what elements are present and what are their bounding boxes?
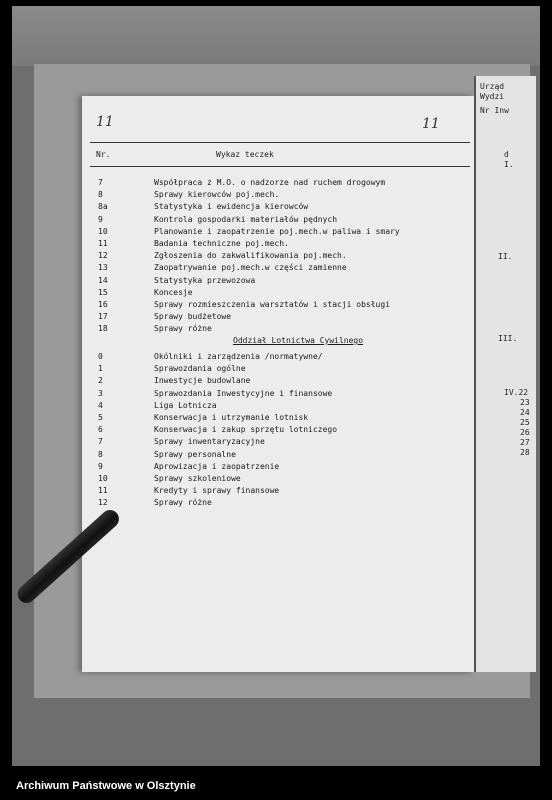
section-title: Oddział Lotnictwa Cywilnego bbox=[233, 336, 364, 345]
list-item bbox=[82, 364, 474, 376]
handwritten-number-left: 11 bbox=[96, 114, 114, 130]
item-title: Sprawy rozmieszczenia warsztatów i stacji obsługi bbox=[154, 300, 391, 309]
list-item bbox=[82, 300, 474, 312]
document-page bbox=[82, 96, 474, 672]
list-item bbox=[82, 401, 474, 413]
list-item bbox=[82, 498, 474, 510]
right-page-text: Urząd bbox=[480, 82, 505, 91]
right-page-text: 23 bbox=[520, 398, 530, 407]
item-number: 1 bbox=[98, 364, 103, 374]
list-item bbox=[82, 190, 474, 202]
item-number: 2 bbox=[98, 376, 103, 386]
background-strip bbox=[12, 6, 540, 66]
item-number: 15 bbox=[98, 287, 108, 297]
item-number: 4 bbox=[98, 400, 103, 410]
item-title: Zaopatrywanie poj.mech.w części zamienne bbox=[154, 263, 347, 273]
item-title: Planowanie i zaopatrzenie poj.mech.w paliwa i smary bbox=[154, 226, 400, 236]
right-page-text: III. bbox=[498, 334, 518, 343]
list-item bbox=[82, 178, 474, 190]
item-title: Konserwacja i zakup sprzętu lotniczego bbox=[154, 425, 338, 435]
item-number: 0 bbox=[98, 352, 103, 361]
right-page-text: 26 bbox=[520, 428, 530, 437]
list-item bbox=[82, 312, 474, 324]
list-item bbox=[82, 352, 474, 364]
list-item bbox=[82, 486, 474, 498]
archive-caption: Archiwum Państwowe w Olsztynie bbox=[16, 780, 196, 792]
item-title: Statystyka przewozowa bbox=[154, 275, 256, 285]
item-title: Sprawozdania Inwestycyjne i finansowe bbox=[154, 388, 333, 398]
item-title: Kontrola gospodarki materiałów pędnych bbox=[154, 214, 338, 224]
item-number: 14 bbox=[98, 275, 108, 285]
item-number: 13 bbox=[98, 263, 108, 273]
list-item bbox=[82, 437, 474, 449]
header-rule-bottom bbox=[90, 166, 470, 167]
item-number: 9 bbox=[98, 214, 103, 224]
item-title: Statystyka i ewidencja kierowców bbox=[154, 202, 309, 212]
list-item bbox=[82, 276, 474, 288]
item-title: Sprawy personalne bbox=[154, 449, 236, 459]
item-number: 18 bbox=[98, 324, 108, 334]
right-page-text: 25 bbox=[520, 418, 530, 427]
item-title: Współpraca z M.O. o nadzorze nad ruchem drogowym bbox=[154, 178, 386, 187]
item-title: Kredyty i sprawy finansowe bbox=[154, 486, 280, 496]
item-number: 12 bbox=[98, 251, 108, 261]
list-item bbox=[82, 215, 474, 227]
list-item bbox=[82, 202, 474, 214]
right-page bbox=[474, 76, 536, 672]
item-title: Sprawy inwentaryzacyjne bbox=[154, 437, 265, 447]
item-title: Sprawy szkoleniowe bbox=[154, 474, 241, 483]
item-title: Sprawy budżetowe bbox=[154, 312, 232, 322]
item-number: 8 bbox=[98, 190, 103, 200]
item-number: 10 bbox=[98, 226, 108, 236]
item-number: 8 bbox=[98, 449, 103, 459]
right-page-text: Nr Inw bbox=[480, 106, 509, 115]
item-title: Sprawy różne bbox=[154, 324, 212, 334]
item-title: Inwestycje budowlane bbox=[154, 376, 251, 386]
item-number: 12 bbox=[98, 498, 108, 508]
item-number: 10 bbox=[98, 474, 108, 483]
item-number: 8a bbox=[98, 202, 108, 212]
list-item bbox=[82, 425, 474, 437]
item-title: Sprawozdania ogólne bbox=[154, 364, 246, 374]
item-number: 6 bbox=[98, 425, 103, 435]
item-number: 3 bbox=[98, 388, 103, 398]
handwritten-number-right: 11 bbox=[422, 116, 440, 132]
right-page-text: I. bbox=[504, 160, 514, 169]
list-item bbox=[82, 239, 474, 251]
item-title: Sprawy różne bbox=[154, 498, 212, 508]
list-item bbox=[82, 389, 474, 401]
right-page-text: d bbox=[504, 150, 509, 159]
right-page-text: IV.22 bbox=[504, 388, 529, 397]
list-item bbox=[82, 376, 474, 388]
item-number: 17 bbox=[98, 312, 108, 322]
item-title: Konserwacja i utrzymanie lotnisk bbox=[154, 413, 309, 422]
item-number: 7 bbox=[98, 178, 103, 187]
list-item bbox=[82, 288, 474, 300]
item-number: 11 bbox=[98, 239, 108, 248]
list-item bbox=[82, 450, 474, 462]
list-item bbox=[82, 413, 474, 425]
header-rule-top bbox=[90, 142, 470, 143]
list-item bbox=[82, 263, 474, 275]
item-number: 9 bbox=[98, 461, 103, 471]
right-page-text: 28 bbox=[520, 448, 530, 457]
right-page-text: II. bbox=[498, 252, 513, 261]
photo-frame bbox=[12, 6, 540, 766]
item-title: Aprowizacja i zaopatrzenie bbox=[154, 461, 280, 471]
item-title: Koncesje bbox=[154, 287, 193, 297]
list-item bbox=[82, 251, 474, 263]
item-title: Zgłoszenia do zakwalifikowania poj.mech. bbox=[154, 251, 347, 261]
right-page-text: Wydzi bbox=[480, 92, 505, 101]
column-header-number: Nr. bbox=[96, 150, 111, 159]
item-number: 7 bbox=[98, 437, 103, 447]
item-title: Sprawy kierowców poj.mech. bbox=[154, 190, 280, 200]
list-item bbox=[82, 462, 474, 474]
list-item bbox=[82, 227, 474, 239]
list-item bbox=[82, 474, 474, 486]
right-page-text: 24 bbox=[520, 408, 530, 417]
right-page-text: 27 bbox=[520, 438, 530, 447]
item-number: 11 bbox=[98, 486, 108, 496]
item-number: 5 bbox=[98, 413, 103, 422]
item-title: Badania techniczne poj.mech. bbox=[154, 239, 289, 248]
column-header-title: Wykaz teczek bbox=[216, 150, 274, 159]
item-title: Okólniki i zarządzenia /normatywne/ bbox=[154, 352, 323, 361]
item-title: Liga Lotnicza bbox=[154, 400, 217, 410]
list-item bbox=[82, 324, 474, 336]
item-number: 16 bbox=[98, 300, 108, 309]
